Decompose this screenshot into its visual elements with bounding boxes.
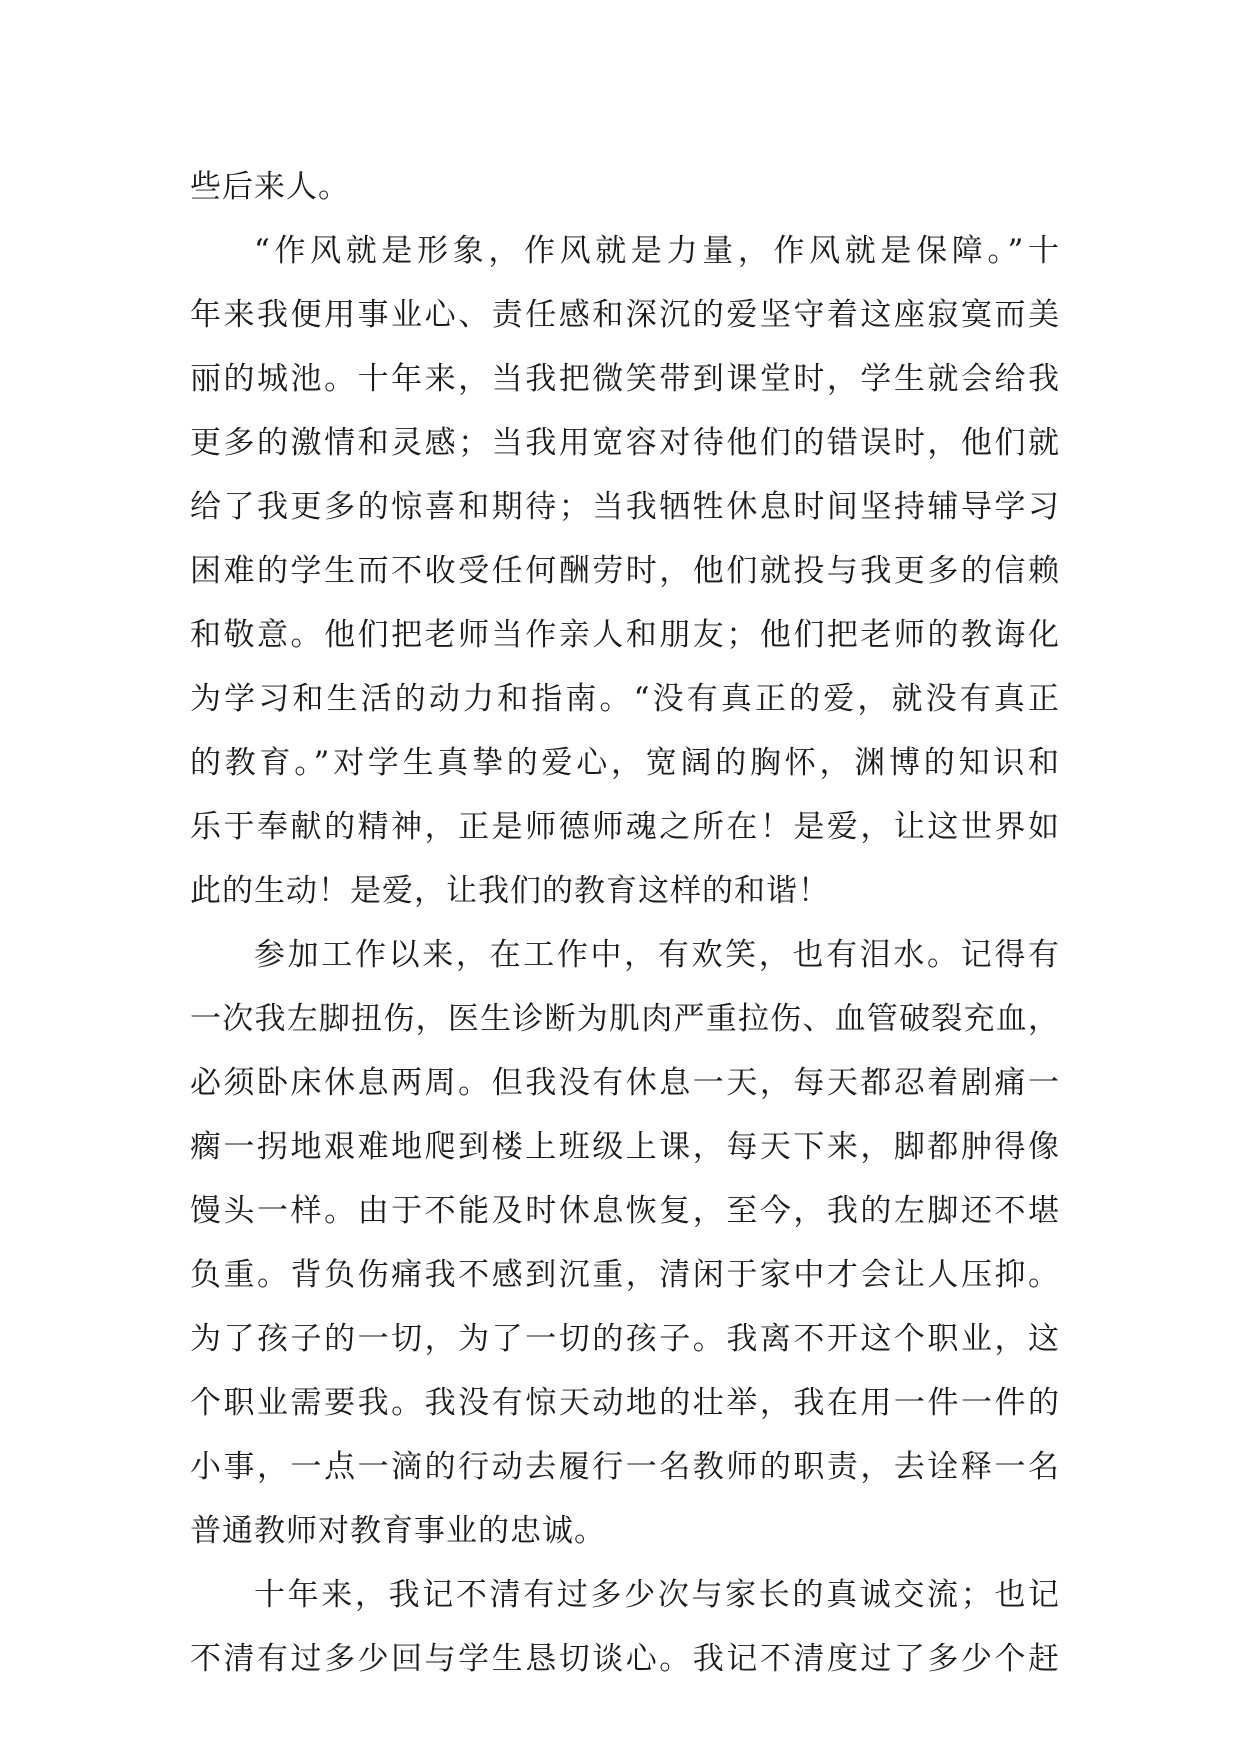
text-line: 的教育。”对学生真挚的爱心，宽阔的胸怀，渊博的知识和 bbox=[190, 745, 1060, 781]
document-body bbox=[190, 155, 1060, 1691]
text-line: 不清有过多少回与学生恳切谈心。我记不清度过了多少个赶 bbox=[190, 1641, 1060, 1677]
text-line: 年来我便用事业心、责任感和深沉的爱坚守着这座寂寞而美 bbox=[190, 297, 1060, 333]
text-line: 馒头一样。由于不能及时休息恢复，至今，我的左脚还不堪 bbox=[190, 1193, 1060, 1229]
text-line: 瘸一拐地艰难地爬到楼上班级上课，每天下来，脚都肿得像 bbox=[190, 1129, 1060, 1165]
text-line: 更多的激情和灵感；当我用宽容对待他们的错误时，他们就 bbox=[190, 425, 1060, 461]
text-line: 负重。背负伤痛我不感到沉重，清闲于家中才会让人压抑。 bbox=[190, 1257, 1060, 1293]
text-line: 丽的城池。十年来，当我把微笑带到课堂时，学生就会给我 bbox=[190, 361, 1060, 397]
paragraph-first-line: 参加工作以来，在工作中，有欢笑，也有泪水。记得有 bbox=[254, 937, 1060, 973]
text-line: 困难的学生而不收受任何酬劳时，他们就投与我更多的信赖 bbox=[190, 553, 1060, 589]
text-line: 乐于奉献的精神，正是师德师魂之所在！是爱，让这世界如 bbox=[190, 809, 1060, 845]
text-line: 此的生动！是爱，让我们的教育这样的和谐！ bbox=[190, 873, 830, 909]
text-line: 和敬意。他们把老师当作亲人和朋友；他们把老师的教诲化 bbox=[190, 617, 1060, 653]
paragraph-first-line: “作风就是形象，作风就是力量，作风就是保障。”十 bbox=[254, 233, 1060, 269]
text-line: 为了孩子的一切，为了一切的孩子。我离不开这个职业，这 bbox=[190, 1321, 1060, 1357]
text-line: 必须卧床休息两周。但我没有休息一天，每天都忍着剧痛一 bbox=[190, 1065, 1060, 1101]
text-line: 些后来人。 bbox=[190, 169, 350, 205]
text-line: 为学习和生活的动力和指南。“没有真正的爱，就没有真正 bbox=[190, 681, 1060, 717]
paragraph-first-line: 十年来，我记不清有过多少次与家长的真诚交流；也记 bbox=[254, 1577, 1060, 1613]
text-line: 普通教师对教育事业的忠诚。 bbox=[190, 1513, 606, 1549]
text-line: 个职业需要我。我没有惊天动地的壮举，我在用一件一件的 bbox=[190, 1385, 1060, 1421]
text-line: 小事，一点一滴的行动去履行一名教师的职责，去诠释一名 bbox=[190, 1449, 1060, 1485]
text-line: 一次我左脚扭伤，医生诊断为肌肉严重拉伤、血管破裂充血， bbox=[190, 1001, 1060, 1037]
text-line: 给了我更多的惊喜和期待；当我牺牲休息时间坚持辅导学习 bbox=[190, 489, 1060, 525]
